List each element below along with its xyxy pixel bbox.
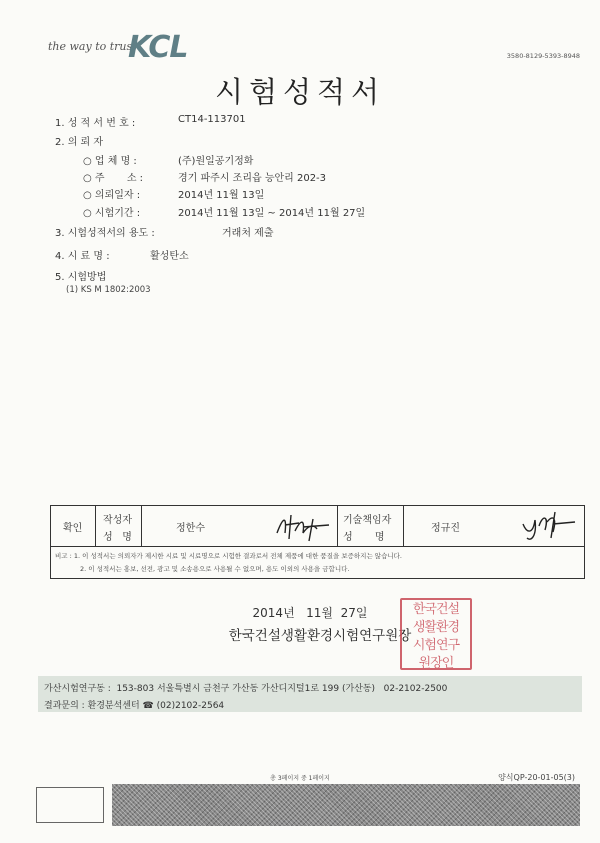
issue-date: 2014년 11월 27일 (252, 606, 368, 620)
address-value: 경기 파주시 조리읍 능안리 202-3 (178, 173, 327, 184)
tech-manager-name-label: 성 명 (343, 532, 385, 543)
company-value: (주)원일공기정화 (178, 156, 254, 167)
institute-name: 한국건설생활환경시험연구원장 (228, 628, 412, 644)
author-name: 정한수 (176, 523, 205, 534)
company-label: ○ 업 체 명 : (83, 156, 137, 167)
confirm-label: 확인 (63, 523, 83, 534)
test-period-label: ○ 시험기간 : (83, 208, 141, 219)
note-1: 비고 : 1. 이 성적서는 의뢰자가 제시한 시료 및 시료명으로 시험한 결과로서 전체 제품에 대한 품질을 보증하지는 않습니다. (55, 552, 402, 560)
official-seal-icon: 한국건설 생활환경 시험연구 원장인 (400, 598, 472, 670)
author-signature-icon (273, 509, 333, 543)
purpose-label: 3. 시험성적서의 용도 : (55, 228, 155, 239)
tech-manager-label: 기술책임자 (343, 515, 392, 526)
address-label: ○ 주 소 : (83, 173, 144, 184)
note-2: 2. 이 성적서는 홍보, 선전, 광고 및 소송용으로 사용될 수 없으며, 용도 이외의 사용을 금합니다. (80, 565, 350, 573)
test-method-1: (1) KS M 1802:2003 (66, 285, 151, 295)
tech-manager-name: 정규진 (431, 523, 460, 534)
blank-stamp-box (36, 787, 104, 823)
sample-value: 활성탄소 (150, 251, 189, 262)
kcl-logo: KCL (128, 30, 188, 65)
request-date-value: 2014년 11월 13일 (178, 190, 265, 201)
form-code: 양식QP-20-01-05(3) (498, 773, 575, 782)
request-date-label: ○ 의뢰일자 : (83, 190, 141, 201)
author-label: 작성자 (103, 515, 132, 526)
contact-box (38, 676, 582, 712)
lab-address: 가산시험연구동 : 153-803 서울특별시 금천구 가산동 가산디지털1로 199 (가산동) 02-2102-2500 (44, 684, 448, 694)
security-pattern (112, 784, 580, 826)
report-number-label: 1. 성 적 서 번 호 : (55, 118, 136, 129)
page-indicator: 총 3페이지 중 1페이지 (270, 775, 330, 782)
report-number-value: CT14-113701 (178, 114, 246, 125)
tech-manager-signature-icon (519, 508, 579, 544)
test-period-value: 2014년 11월 13일 ~ 2014년 11월 27일 (178, 208, 366, 219)
result-inquiry: 결과문의 : 환경분석센터 ☎ (02)2102-2564 (44, 701, 225, 711)
page-title: 시험성적서 (214, 75, 386, 109)
notes-box (50, 545, 585, 579)
author-name-label: 성 명 (103, 532, 132, 543)
purpose-value: 거래처 제출 (222, 228, 274, 239)
sample-label: 4. 시 료 명 : (55, 251, 110, 262)
test-method-label: 5. 시험방법 (55, 272, 107, 283)
document-number: 3580-8129-5393-8948 (506, 52, 580, 60)
logo-tagline: the way to trust (48, 40, 137, 53)
requester-label: 2. 의 뢰 자 (55, 137, 104, 148)
signature-table (50, 505, 585, 547)
